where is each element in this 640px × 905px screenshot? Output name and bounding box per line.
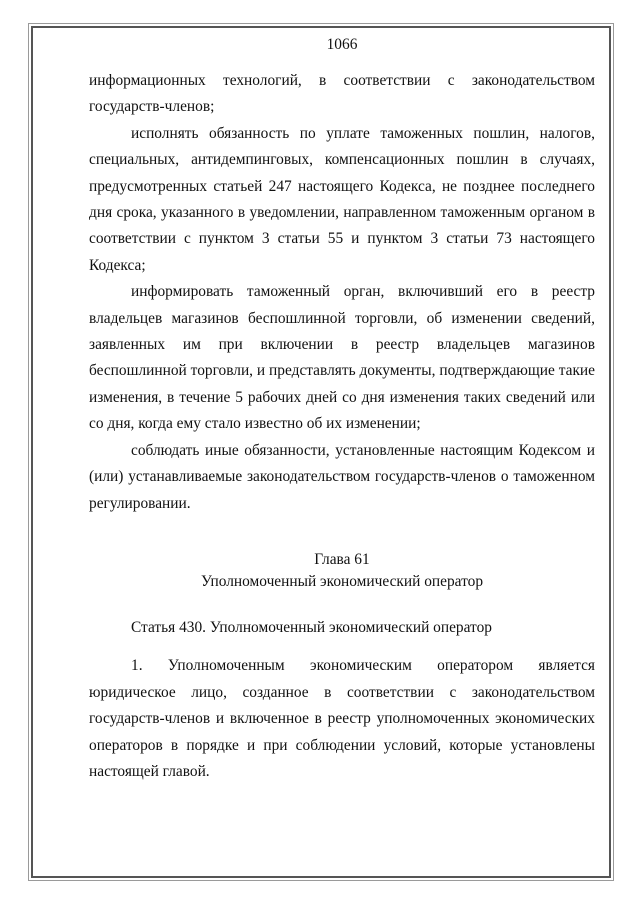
article-heading: Статья 430. Уполномоченный экономический оператор — [131, 618, 492, 636]
chapter-title: Уполномоченный экономический оператор — [200, 572, 484, 590]
paragraph-inform-obligation: информировать таможенный орган, включивший его в реестр владельцев магазинов беспошлинной торговли, об изменении сведений, заявленных им при включении в реестр владельцев магазинов беспошлинной торговли, и представлять документы, подтверждающие такие изменения, в течение 5 рабочих дней со дня изменения таких сведений или со дня, когда ему стало известно об их изменении; — [89, 283, 595, 433]
document-body — [89, 32, 595, 785]
paragraph-other-obligations: соблюдать иные обязанности, установленные настоящим Кодексом и (или) устанавливаемые законодательством государств-членов о таможенном регулировании. — [89, 441, 595, 512]
chapter-number: Глава 61 — [314, 550, 370, 568]
page-number: 1066 — [326, 36, 358, 53]
paragraph-payment-obligation: исполнять обязанность по уплате таможенных пошлин, налогов, специальных, антидемпинговых, компенсационных пошлин в случаях, предусмотренных статьей 247 настоящего Кодекса, не позднее последнего дня срока, указанного в уведомлении, направленном таможенным органом в соответствии с пунктом 3 статьи 55 и пунктом 3 статьи 73 настоящего Кодекса; — [89, 124, 595, 274]
paragraph-continuation: информационных технологий, в соответствии с законодательством государств-членов; — [89, 72, 595, 116]
article-paragraph: 1. Уполномоченным экономическим оператором является юридическое лицо, созданное в соответствии с законодательством государств-членов и включенное в реестр уполномоченных экономических операторов в порядке и при соблюдении условий, которые установлены настоящей главой. — [89, 657, 595, 780]
chapter-heading — [89, 549, 595, 593]
